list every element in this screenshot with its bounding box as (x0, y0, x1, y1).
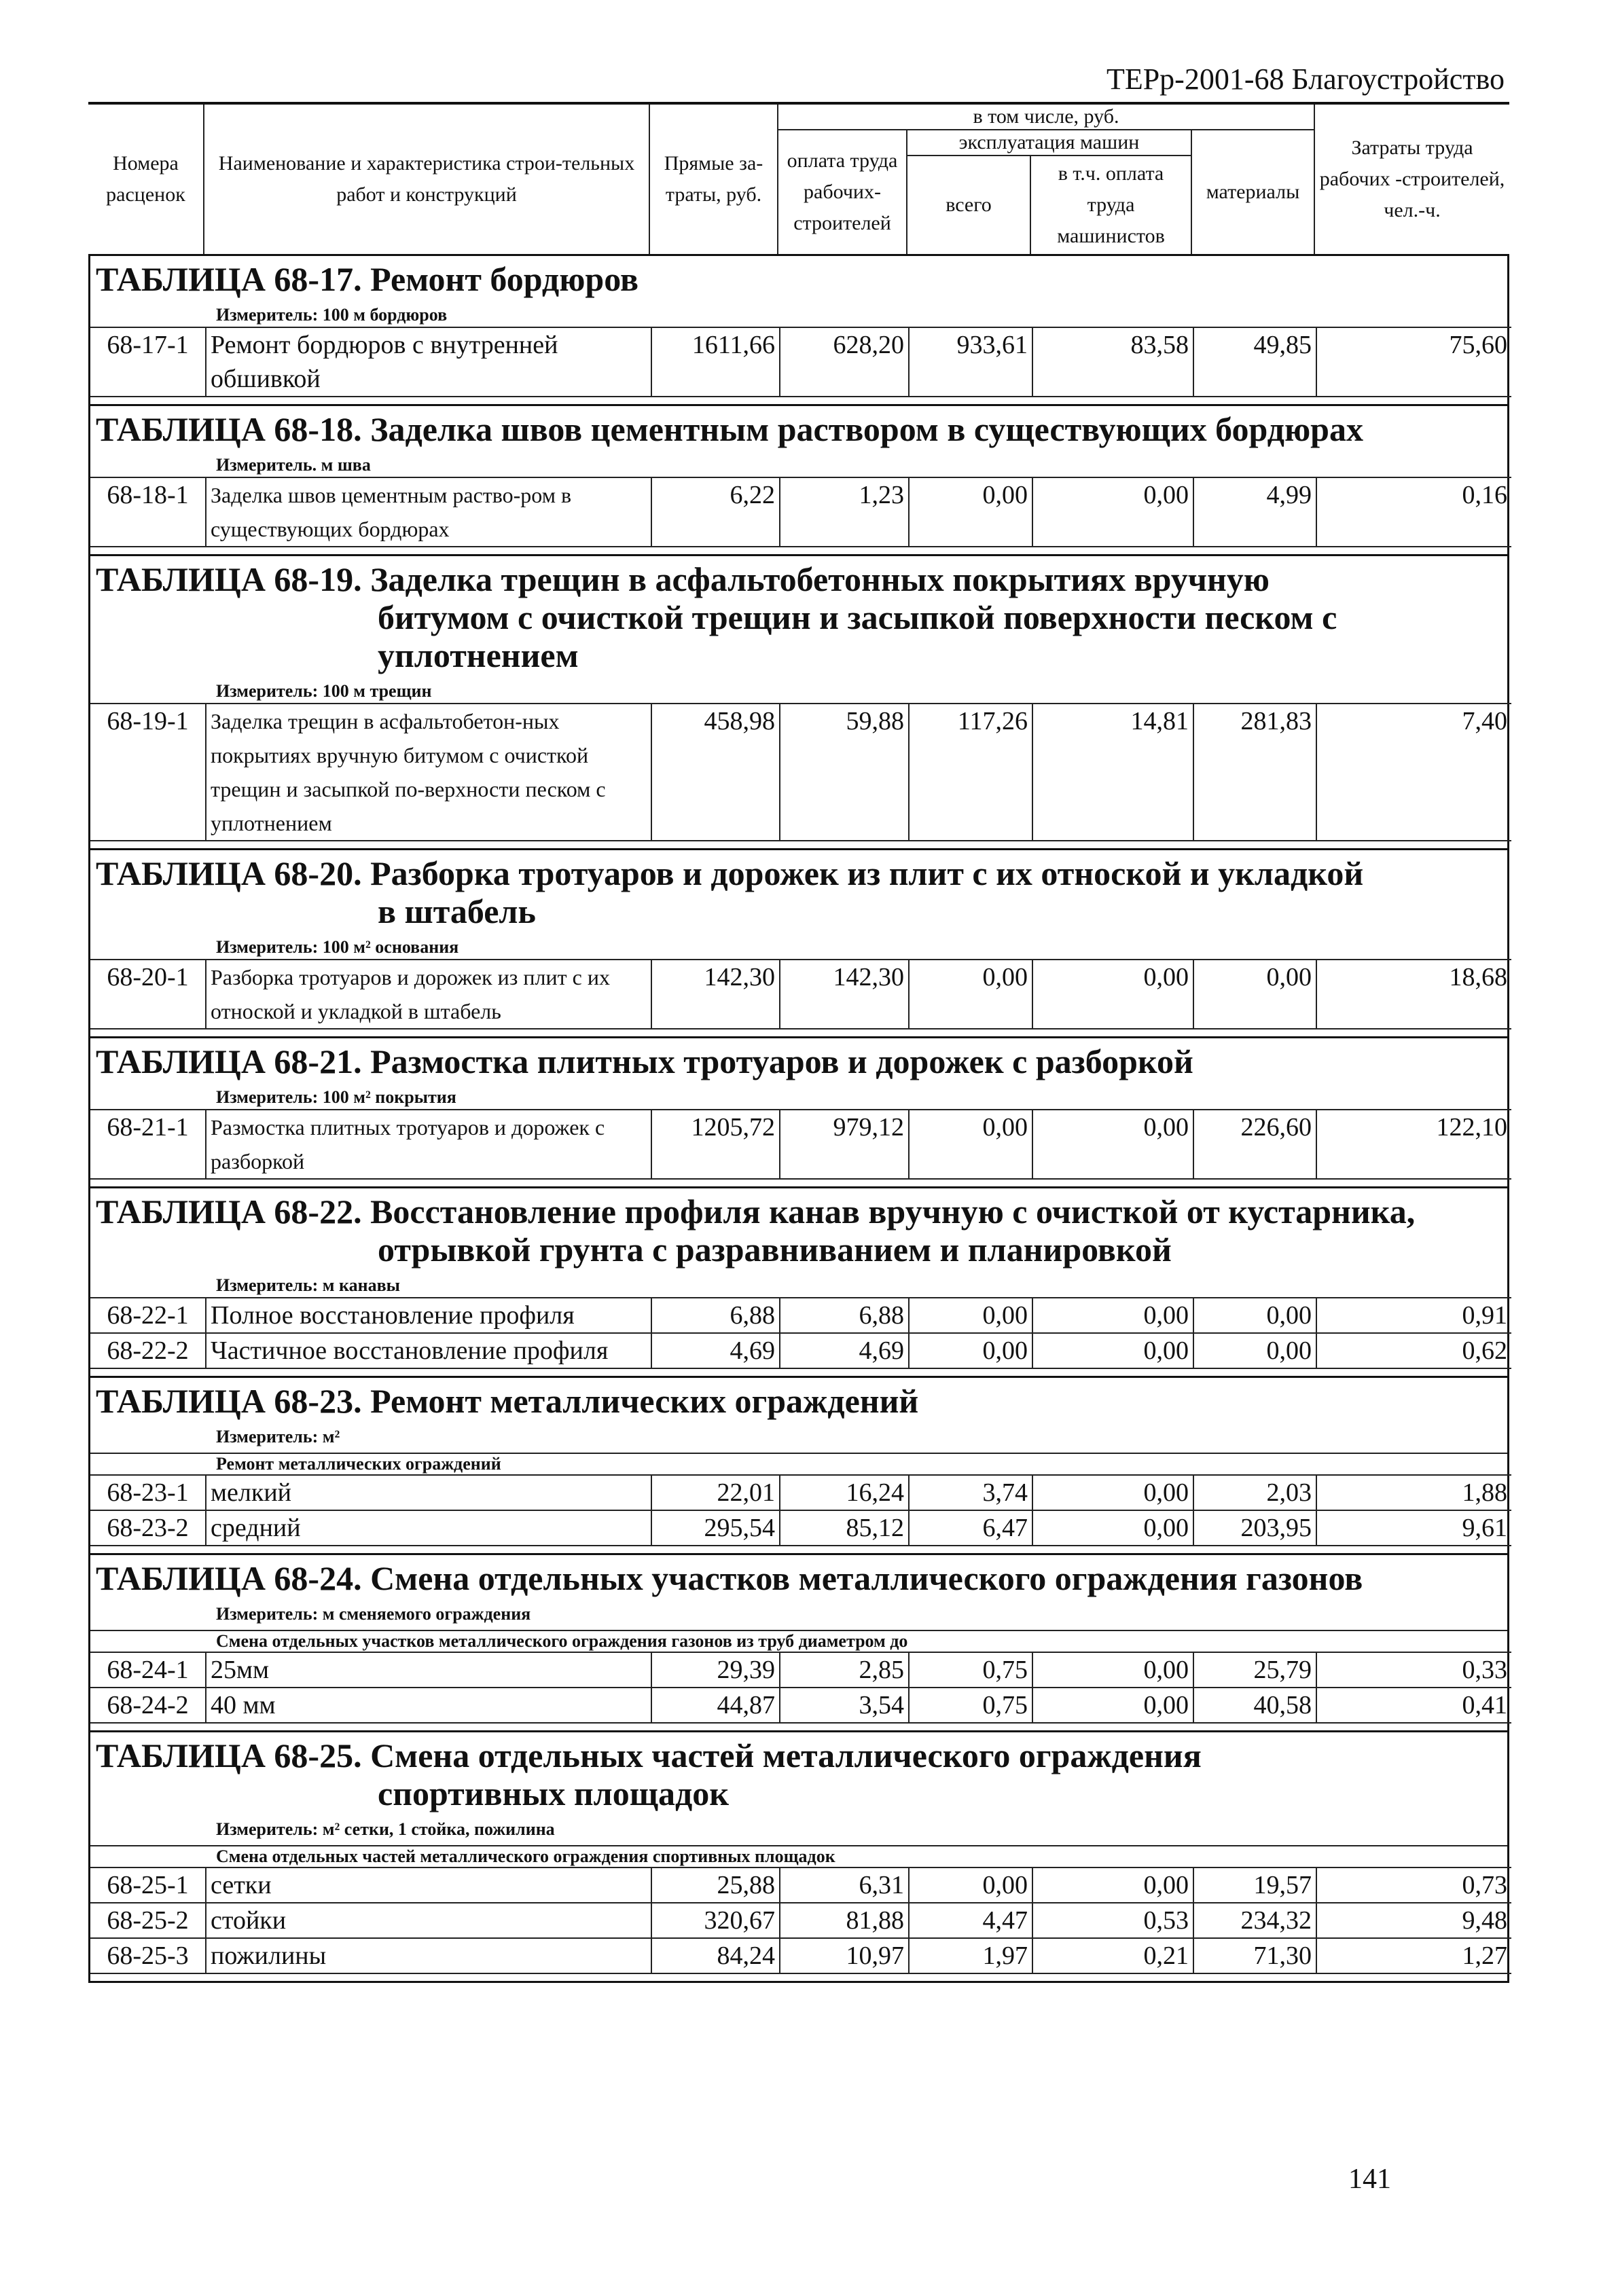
section-rows (90, 1474, 1511, 1546)
row-direct: 1611,66 (651, 327, 780, 397)
row-name: мелкий (206, 1475, 651, 1510)
section-title-text: ТАБЛИЦА 68-24. Смена отдельных участков металлического ограждения газонов (96, 1559, 1363, 1597)
row-hours: 0,33 (1316, 1652, 1511, 1688)
header-in-total: в том числе, руб. (778, 103, 1314, 130)
row-hours: 9,61 (1316, 1510, 1511, 1546)
row-name: стойки (206, 1903, 651, 1938)
section-title-text: ТАБЛИЦА 68-19. Заделка трещин в асфальтобетонных покрытиях вручную (96, 560, 1270, 598)
row-name: средний (206, 1510, 651, 1546)
section-title (90, 560, 1507, 674)
row-materials: 25,79 (1193, 1652, 1316, 1688)
row-name: Размостка плитных тротуаров и дорожек с разборкой (206, 1110, 651, 1179)
row-materials: 40,58 (1193, 1688, 1316, 1723)
row-materials: 234,32 (1193, 1903, 1316, 1938)
row-machinist-labor: 0,00 (1032, 960, 1193, 1029)
row-hours: 9,48 (1316, 1903, 1511, 1938)
row-labor: 4,69 (780, 1333, 909, 1368)
row-labor: 979,12 (780, 1110, 909, 1179)
section-title (90, 1192, 1507, 1269)
row-machines: 0,75 (909, 1652, 1032, 1688)
row-machinist-labor: 14,81 (1032, 704, 1193, 841)
header-labor: оплата труда рабочих-строителей (778, 130, 907, 255)
row-direct: 320,67 (651, 1903, 780, 1938)
row-hours: 122,10 (1316, 1110, 1511, 1179)
section-measure: Измеритель: м² (216, 1427, 340, 1446)
section-title-text: ТАБЛИЦА 68-25. Смена отдельных частей металлического ограждения (96, 1736, 1202, 1774)
section-title (90, 1382, 1507, 1420)
row-machines: 0,00 (909, 1333, 1032, 1368)
row-name: Частичное восстановление профиля (206, 1333, 651, 1368)
row-hours: 1,27 (1316, 1938, 1511, 1973)
row-labor: 10,97 (780, 1938, 909, 1973)
table-section (88, 1378, 1509, 1555)
row-labor: 59,88 (780, 704, 909, 841)
section-measure: Измеритель: 100 м² покрытия (216, 1087, 456, 1107)
row-machines: 1,97 (909, 1938, 1032, 1973)
section-measure: Измеритель: м сменяемого ограждения (216, 1604, 531, 1624)
table-row (90, 327, 1511, 397)
row-code: 68-20-1 (90, 960, 206, 1029)
section-rows (90, 1867, 1511, 1974)
row-machinist-labor: 0,00 (1032, 1110, 1193, 1179)
row-materials: 71,30 (1193, 1938, 1316, 1973)
table-row (90, 960, 1511, 1029)
table-row (90, 1510, 1511, 1546)
table-row (90, 1298, 1511, 1333)
row-name: 40 мм (206, 1688, 651, 1723)
section-title-continuation: в штабель (378, 892, 536, 930)
column-header (88, 102, 1509, 256)
row-materials: 2,03 (1193, 1475, 1316, 1510)
section-title-continuation: спортивных площадок (378, 1774, 730, 1812)
table-row (90, 1110, 1511, 1179)
row-direct: 1205,72 (651, 1110, 780, 1179)
row-labor: 85,12 (780, 1510, 909, 1546)
header-code: Номера расценок (88, 103, 204, 255)
section-subheader: Смена отдельных участков металлического ограждения газонов из труб диаметром до (90, 1630, 1507, 1652)
section-title-text: ТАБЛИЦА 68-23. Ремонт металлических ограждений (96, 1382, 919, 1420)
row-materials: 19,57 (1193, 1867, 1316, 1903)
row-labor: 16,24 (780, 1475, 909, 1510)
row-labor: 6,88 (780, 1298, 909, 1333)
row-name: Заделка швов цементным раство-ром в существующих бордюрах (206, 477, 651, 547)
row-machinist-labor: 0,21 (1032, 1938, 1193, 1973)
section-title (90, 1559, 1507, 1597)
section-measure: Измеритель: м канавы (216, 1275, 400, 1295)
section-rows (90, 1652, 1511, 1724)
header-hours: Затраты труда рабочих -строителей, чел.-ч. (1314, 103, 1509, 255)
table-row (90, 1333, 1511, 1368)
row-machinist-labor: 0,00 (1032, 1298, 1193, 1333)
row-name: Полное восстановление профиля (206, 1298, 651, 1333)
table-row (90, 1688, 1511, 1723)
section-title (90, 854, 1507, 930)
section-title-text: ТАБЛИЦА 68-18. Заделка швов цементным раствором в существующих бордюрах (96, 410, 1363, 448)
row-machines: 0,00 (909, 477, 1032, 547)
row-labor: 6,31 (780, 1867, 909, 1903)
header-machines: эксплуатация машин (907, 130, 1191, 156)
row-hours: 0,73 (1316, 1867, 1511, 1903)
row-direct: 458,98 (651, 704, 780, 841)
row-name: сетки (206, 1867, 651, 1903)
table-row (90, 704, 1511, 841)
table-row (90, 477, 1511, 547)
section-title-text: ТАБЛИЦА 68-21. Размостка плитных тротуаров и дорожек с разборкой (96, 1042, 1193, 1080)
row-machines: 117,26 (909, 704, 1032, 841)
row-machinist-labor: 0,00 (1032, 477, 1193, 547)
row-direct: 6,88 (651, 1298, 780, 1333)
row-materials: 0,00 (1193, 960, 1316, 1029)
row-name: 25мм (206, 1652, 651, 1688)
row-machines: 6,47 (909, 1510, 1032, 1546)
table-section (88, 256, 1509, 406)
table-section (88, 1188, 1509, 1378)
table-section (88, 1732, 1509, 1983)
row-machinist-labor: 83,58 (1032, 327, 1193, 397)
header-name: Наименование и характеристика строи-тельных работ и конструкций (204, 103, 649, 255)
row-code: 68-22-1 (90, 1298, 206, 1333)
row-labor: 2,85 (780, 1652, 909, 1688)
row-labor: 81,88 (780, 1903, 909, 1938)
row-machines: 0,00 (909, 1110, 1032, 1179)
table-row (90, 1652, 1511, 1688)
row-code: 68-23-1 (90, 1475, 206, 1510)
section-rows (90, 703, 1511, 841)
section-title (90, 1736, 1507, 1812)
section-measure: Измеритель: 100 м² основания (216, 937, 459, 957)
table-row (90, 1903, 1511, 1938)
row-direct: 4,69 (651, 1333, 780, 1368)
row-direct: 44,87 (651, 1688, 780, 1723)
document-title: ТЕРр-2001-68 Благоустройство (1106, 62, 1505, 96)
page-number: 141 (1348, 2164, 1391, 2195)
section-title (90, 410, 1507, 448)
row-name: пожилины (206, 1938, 651, 1973)
row-labor: 628,20 (780, 327, 909, 397)
row-hours: 75,60 (1316, 327, 1511, 397)
row-materials: 0,00 (1193, 1333, 1316, 1368)
row-hours: 0,41 (1316, 1688, 1511, 1723)
row-machinist-labor: 0,00 (1032, 1688, 1193, 1723)
row-labor: 1,23 (780, 477, 909, 547)
row-code: 68-22-2 (90, 1333, 206, 1368)
section-measure: Измеритель: м² сетки, 1 стойка, пожилина (216, 1819, 555, 1839)
row-direct: 84,24 (651, 1938, 780, 1973)
row-direct: 25,88 (651, 1867, 780, 1903)
row-direct: 22,01 (651, 1475, 780, 1510)
section-rows (90, 327, 1511, 397)
row-machinist-labor: 0,00 (1032, 1333, 1193, 1368)
row-hours: 7,40 (1316, 704, 1511, 841)
row-hours: 0,91 (1316, 1298, 1511, 1333)
row-code: 68-25-3 (90, 1938, 206, 1973)
row-hours: 0,16 (1316, 477, 1511, 547)
section-rows (90, 959, 1511, 1029)
row-direct: 295,54 (651, 1510, 780, 1546)
row-machines: 0,00 (909, 960, 1032, 1029)
row-materials: 4,99 (1193, 477, 1316, 547)
table-row (90, 1867, 1511, 1903)
row-code: 68-24-1 (90, 1652, 206, 1688)
header-direct: Прямые за-траты, руб. (649, 103, 778, 255)
row-machines: 0,00 (909, 1867, 1032, 1903)
section-rows (90, 477, 1511, 547)
row-machinist-labor: 0,00 (1032, 1867, 1193, 1903)
row-hours: 18,68 (1316, 960, 1511, 1029)
section-title-continuation: битумом с очисткой трещин и засыпкой поверхности песком с уплотнением (378, 598, 1337, 674)
row-machinist-labor: 0,00 (1032, 1475, 1193, 1510)
section-title (90, 1042, 1507, 1080)
section-measure: Измеритель. м шва (216, 455, 371, 475)
section-measure: Измеритель: 100 м трещин (216, 681, 432, 701)
row-machines: 4,47 (909, 1903, 1032, 1938)
header-mach-total: всего (907, 156, 1030, 255)
row-labor: 142,30 (780, 960, 909, 1029)
row-materials: 49,85 (1193, 327, 1316, 397)
table-row (90, 1475, 1511, 1510)
row-machines: 3,74 (909, 1475, 1032, 1510)
row-code: 68-25-2 (90, 1903, 206, 1938)
row-direct: 6,22 (651, 477, 780, 547)
section-subheader: Смена отдельных частей металлического ограждения спортивных площадок (90, 1845, 1507, 1867)
table-section (88, 556, 1509, 850)
header-mach-labor: в т.ч. оплата труда машинистов (1030, 156, 1191, 255)
table-section (88, 1038, 1509, 1188)
price-tables (88, 102, 1509, 1983)
section-title-text: ТАБЛИЦА 68-17. Ремонт бордюров (96, 260, 638, 298)
row-machines: 0,75 (909, 1688, 1032, 1723)
row-code: 68-19-1 (90, 704, 206, 841)
row-name: Разборка тротуаров и дорожек из плит с их отноской и укладкой в штабель (206, 960, 651, 1029)
section-title-text: ТАБЛИЦА 68-20. Разборка тротуаров и дорожек из плит с их отноской и укладкой (96, 854, 1364, 892)
row-code: 68-17-1 (90, 327, 206, 397)
section-rows (90, 1297, 1511, 1369)
row-machines: 0,00 (909, 1298, 1032, 1333)
row-machinist-labor: 0,00 (1032, 1652, 1193, 1688)
row-labor: 3,54 (780, 1688, 909, 1723)
row-materials: 281,83 (1193, 704, 1316, 841)
row-hours: 0,62 (1316, 1333, 1511, 1368)
row-name: Заделка трещин в асфальтобетон-ных покрытиях вручную битумом с очисткой трещин и засыпкой по-верхности песком с уплотнением (206, 704, 651, 841)
section-rows (90, 1109, 1511, 1180)
sections (88, 256, 1509, 1983)
row-machinist-labor: 0,53 (1032, 1903, 1193, 1938)
row-name: Ремонт бордюров с внутренней обшивкой (206, 327, 651, 397)
section-title-continuation: отрывкой грунта с разравниванием и планировкой (378, 1231, 1172, 1269)
row-machines: 933,61 (909, 327, 1032, 397)
section-title (90, 260, 1507, 298)
row-code: 68-21-1 (90, 1110, 206, 1179)
row-code: 68-23-2 (90, 1510, 206, 1546)
row-code: 68-24-2 (90, 1688, 206, 1723)
row-materials: 226,60 (1193, 1110, 1316, 1179)
row-materials: 203,95 (1193, 1510, 1316, 1546)
row-hours: 1,88 (1316, 1475, 1511, 1510)
table-section (88, 1555, 1509, 1732)
row-machinist-labor: 0,00 (1032, 1510, 1193, 1546)
section-measure: Измеритель: 100 м бордюров (216, 305, 448, 325)
table-section (88, 406, 1509, 556)
table-row (90, 1938, 1511, 1973)
section-title-text: ТАБЛИЦА 68-22. Восстановление профиля канав вручную с очисткой от кустарника, (96, 1192, 1416, 1231)
section-subheader: Ремонт металлических ограждений (90, 1453, 1507, 1474)
row-code: 68-25-1 (90, 1867, 206, 1903)
row-materials: 0,00 (1193, 1298, 1316, 1333)
row-direct: 29,39 (651, 1652, 780, 1688)
row-code: 68-18-1 (90, 477, 206, 547)
table-section (88, 850, 1509, 1038)
header-materials: материалы (1191, 130, 1314, 255)
row-direct: 142,30 (651, 960, 780, 1029)
